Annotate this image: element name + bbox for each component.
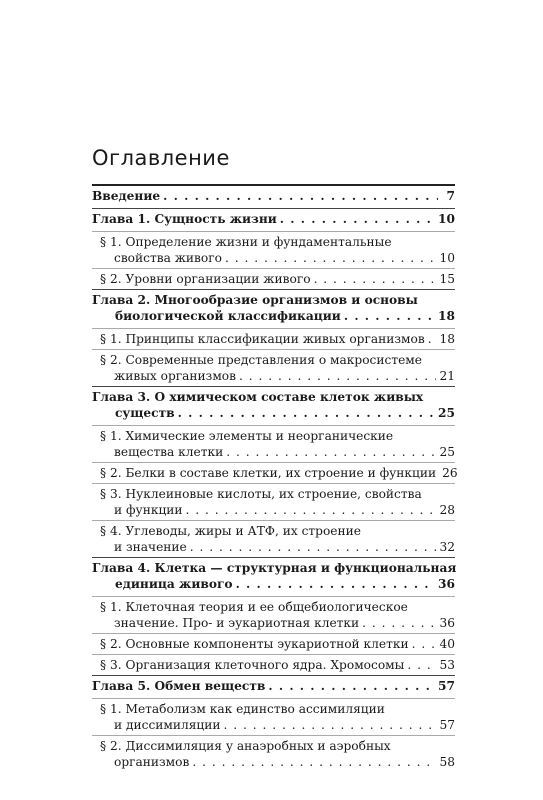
entry-line xyxy=(100,465,458,481)
page-title: Оглавление xyxy=(92,146,230,170)
toc-chapter xyxy=(92,557,455,675)
entry-title: свойства живого xyxy=(114,251,222,265)
dot-leader xyxy=(186,502,437,518)
entry-title: § 2. Основные компоненты эукариотной клетки xyxy=(100,637,409,651)
entry-title: § 1. Химические элементы и неорганические xyxy=(100,429,394,443)
dot-leader xyxy=(192,754,436,770)
section-entry[interactable] xyxy=(92,654,455,675)
page-number: 57 xyxy=(439,718,455,732)
dot-leader xyxy=(314,271,437,287)
dot-leader xyxy=(225,250,437,266)
entry-line xyxy=(100,428,455,444)
entry-line xyxy=(100,717,455,733)
entry-line xyxy=(100,250,455,266)
entry-title: Глава 2. Многообразие организмов и основы xyxy=(92,293,418,307)
entry-line xyxy=(100,502,455,518)
entry-line xyxy=(100,599,455,615)
table-of-contents xyxy=(92,184,458,772)
entry-line xyxy=(92,576,455,592)
entry-line xyxy=(100,636,455,652)
entry-title: Глава 5. Обмен веществ xyxy=(92,679,266,693)
page-number: 57 xyxy=(438,679,455,693)
dot-leader xyxy=(362,615,436,631)
chapter-entry[interactable] xyxy=(92,186,455,208)
page-number: 26 xyxy=(442,466,458,480)
entry-title: § 2. Современные представления о макросистеме xyxy=(100,353,422,367)
entry-title: существ xyxy=(115,406,175,420)
dot-leader xyxy=(236,576,435,592)
dot-leader xyxy=(344,308,435,324)
section-entry[interactable] xyxy=(92,596,455,633)
entry-title: Введение xyxy=(92,189,161,203)
page-number: 32 xyxy=(439,540,455,554)
entry-title: § 2. Белки в составе клетки, их строение и функции xyxy=(100,466,437,480)
section-entry[interactable] xyxy=(92,425,455,462)
entry-line xyxy=(92,211,455,227)
page-number: 25 xyxy=(438,406,455,420)
dot-leader xyxy=(226,444,436,460)
entry-title: § 1. Метаболизм как единство ассимиляции xyxy=(100,702,385,716)
dot-leader xyxy=(428,331,437,347)
section-entry[interactable] xyxy=(92,231,455,268)
entry-line xyxy=(92,308,455,324)
entry-line xyxy=(100,701,455,717)
section-entry[interactable] xyxy=(92,735,455,772)
toc-chapter xyxy=(92,208,455,289)
entry-line xyxy=(92,678,455,694)
entry-line xyxy=(100,331,455,347)
section-entry[interactable] xyxy=(92,698,455,735)
entry-title: биологической классификации xyxy=(115,309,341,323)
dot-leader xyxy=(280,211,435,227)
entry-title: живых организмов xyxy=(114,369,237,383)
page-number: 25 xyxy=(439,445,455,459)
dot-leader xyxy=(412,636,437,652)
entry-title: § 2. Диссимиляция у анаэробных и аэробных xyxy=(100,739,391,753)
entry-title: и функции xyxy=(114,503,183,517)
dot-leader xyxy=(190,539,437,555)
toc-chapter xyxy=(92,386,458,557)
chapter-entry[interactable] xyxy=(92,676,455,698)
page-number: 40 xyxy=(439,637,455,651)
entry-title: Глава 3. О химическом составе клеток живых xyxy=(92,390,424,404)
entry-line xyxy=(100,486,455,502)
dot-leader xyxy=(407,657,436,673)
entry-line xyxy=(100,271,455,287)
entry-title: Глава 4. Клетка — структурная и функциональная xyxy=(92,561,457,575)
entry-line xyxy=(100,444,455,460)
entry-title: § 1. Определение жизни и фундаментальные xyxy=(100,235,392,249)
entry-line xyxy=(100,754,455,770)
section-entry[interactable] xyxy=(92,349,455,386)
chapter-entry[interactable] xyxy=(92,209,455,231)
section-entry[interactable] xyxy=(92,633,455,654)
entry-line xyxy=(92,188,455,204)
entry-line xyxy=(100,615,455,631)
entry-title: единица живого xyxy=(115,577,233,591)
toc-chapter xyxy=(92,289,455,386)
page-number: 10 xyxy=(438,212,455,226)
dot-leader xyxy=(178,405,435,421)
entry-line xyxy=(92,405,455,421)
page-number: 18 xyxy=(438,309,455,323)
page-number: 36 xyxy=(438,577,455,591)
entry-line xyxy=(92,389,455,405)
section-entry[interactable] xyxy=(92,268,455,289)
entry-line xyxy=(100,352,455,368)
entry-title: § 3. Организация клеточного ядра. Хромосомы xyxy=(100,658,405,672)
page-number: 28 xyxy=(439,503,455,517)
page-number: 36 xyxy=(439,616,455,630)
entry-line xyxy=(100,738,455,754)
dot-leader xyxy=(239,368,436,384)
entry-title: § 1. Клеточная теория и ее общебиологическое xyxy=(100,600,408,614)
section-entry[interactable] xyxy=(92,328,455,349)
entry-line xyxy=(100,368,455,384)
entry-title: вещества клетки xyxy=(114,445,224,459)
entry-title: Глава 1. Сущность жизни xyxy=(92,212,277,226)
page-number: 7 xyxy=(446,189,455,203)
page-number: 21 xyxy=(439,369,455,383)
entry-title: § 4. Углеводы, жиры и АТФ, их строение xyxy=(100,524,361,538)
entry-title: и значение xyxy=(114,540,187,554)
entry-line xyxy=(100,539,455,555)
chapter-entry[interactable] xyxy=(92,387,455,425)
entry-title: § 2. Уровни организации живого xyxy=(100,272,311,286)
page-number: 18 xyxy=(439,332,455,346)
entry-line xyxy=(92,560,455,576)
section-entry[interactable] xyxy=(92,462,458,483)
entry-title: § 1. Принципы классификации живых организмов xyxy=(100,332,425,346)
page-number: 53 xyxy=(439,658,455,672)
page-number: 58 xyxy=(439,755,455,769)
section-entry[interactable] xyxy=(92,483,455,520)
entry-line xyxy=(100,234,455,250)
entry-line xyxy=(92,292,455,308)
entry-title: значение. Про- и эукариотная клетки xyxy=(114,616,360,630)
entry-title: организмов xyxy=(114,755,190,769)
entry-title: и диссимиляции xyxy=(114,718,221,732)
entry-title: § 3. Нуклеиновые кислоты, их строение, свойства xyxy=(100,487,422,501)
page-number: 15 xyxy=(439,272,455,286)
toc-chapter xyxy=(92,184,455,208)
entry-line xyxy=(100,523,455,539)
section-entry[interactable] xyxy=(92,520,455,557)
dot-leader xyxy=(224,717,437,733)
entry-line xyxy=(100,657,455,673)
chapter-entry[interactable] xyxy=(92,290,455,328)
chapter-entry[interactable] xyxy=(92,558,455,596)
dot-leader xyxy=(268,678,435,694)
dot-leader xyxy=(163,188,438,204)
page-number: 10 xyxy=(439,251,455,265)
toc-chapter xyxy=(92,675,455,772)
